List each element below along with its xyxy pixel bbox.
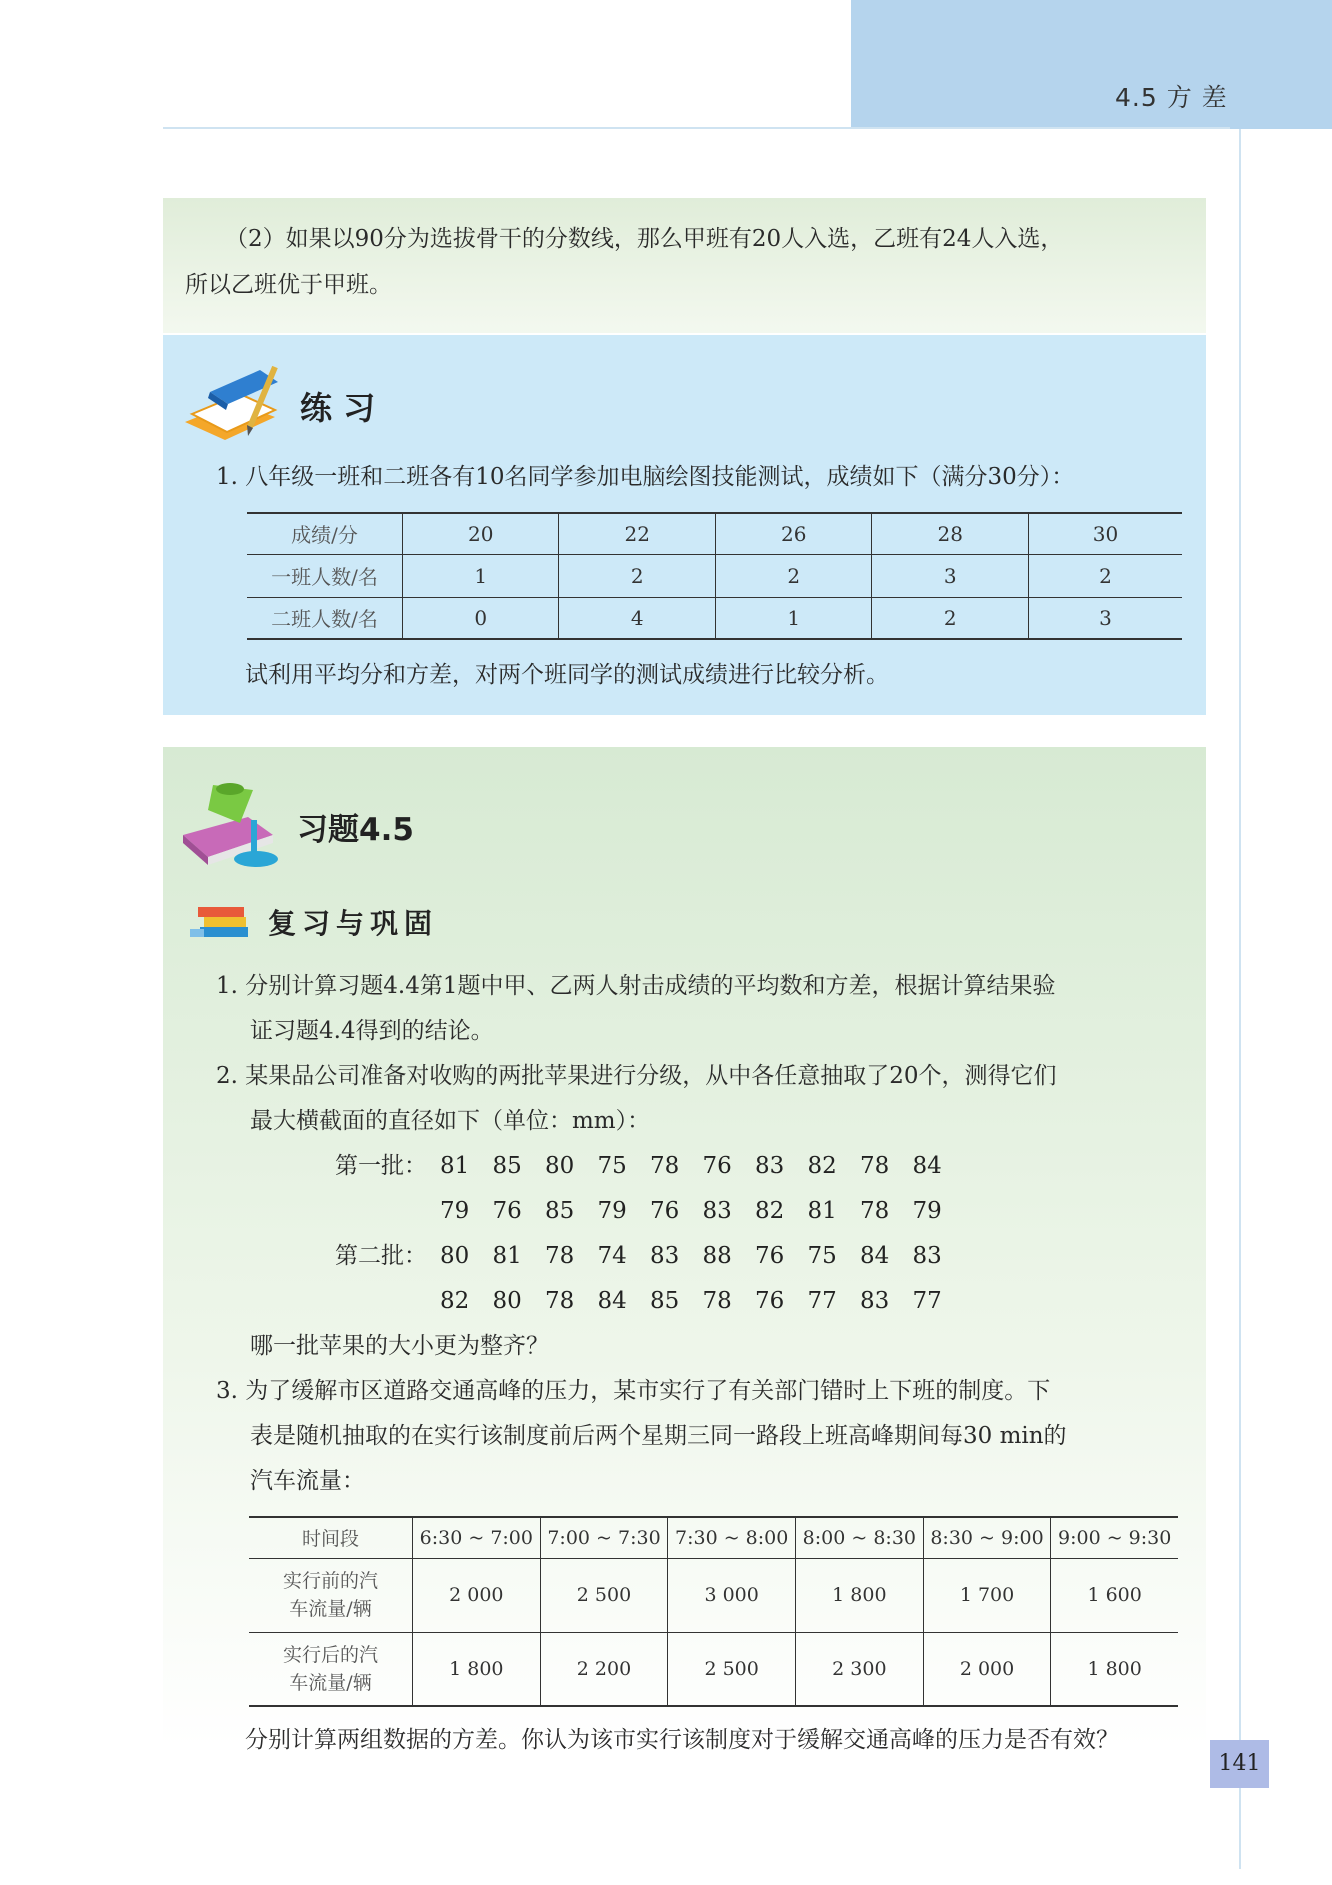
traffic-table-header: 6:30 ~ 7:00: [413, 1517, 541, 1558]
exercise-2-question: 哪一批苹果的大小更为整齐？: [250, 1333, 549, 1359]
diameter-value: 77: [807, 1288, 837, 1314]
diameter-value: 78: [545, 1288, 575, 1314]
traffic-table-header: 9:00 ~ 9:30: [1051, 1517, 1178, 1558]
exercise-3-line-2: 表是随机抽取的在实行该制度前后两个星期三同一路段上班高峰期间每30 min的: [250, 1423, 1067, 1449]
margin-rule: [1239, 129, 1241, 1869]
batch2-row-1: [440, 1243, 965, 1269]
traffic-table-cell: 2 500: [668, 1632, 796, 1706]
diameter-value: 79: [912, 1198, 942, 1224]
diameter-value: 85: [650, 1288, 680, 1314]
score-table-header: 成绩/分: [247, 513, 403, 554]
score-table-cell: 1: [715, 597, 871, 639]
diameter-value: 78: [650, 1153, 680, 1179]
score-table-cell: 2: [559, 554, 715, 597]
batch1-row-1: [440, 1153, 965, 1179]
score-table-cell: 4: [559, 597, 715, 639]
score-table-cell: 3: [872, 554, 1028, 597]
traffic-table-cell: 1 800: [413, 1632, 541, 1706]
diameter-value: 83: [702, 1198, 732, 1224]
diameter-value: 84: [860, 1243, 890, 1269]
desk-lamp-book-icon: [178, 775, 283, 875]
score-table-cell: 2: [715, 554, 871, 597]
traffic-table: [249, 1516, 1178, 1707]
diameter-value: 83: [650, 1243, 680, 1269]
diameter-value: 83: [755, 1153, 785, 1179]
practice-followup: 试利用平均分和方差，对两个班同学的测试成绩进行比较分析。: [245, 662, 889, 688]
traffic-table-cell: 2 000: [413, 1558, 541, 1632]
section-title: 4.5 方 差: [1115, 83, 1228, 112]
score-table-cell: 1: [403, 554, 559, 597]
header-rule: [163, 127, 1230, 129]
diameter-value: 85: [492, 1153, 522, 1179]
score-table-header: 20: [403, 513, 559, 554]
traffic-table-cell: 1 700: [923, 1558, 1051, 1632]
batch1-row-2: [440, 1198, 965, 1224]
books-icon: [190, 899, 260, 944]
diameter-value: 80: [492, 1288, 522, 1314]
score-table-cell: 0: [403, 597, 559, 639]
diameter-value: 79: [597, 1198, 627, 1224]
notebook-pencil-icon: [180, 362, 285, 442]
diameter-value: 74: [597, 1243, 627, 1269]
practice-title: 练 习: [300, 389, 376, 427]
score-table-cell: 2: [1028, 554, 1182, 597]
diameter-value: 75: [807, 1243, 837, 1269]
traffic-table-cell: 2 200: [540, 1632, 668, 1706]
score-table-header: 22: [559, 513, 715, 554]
page-number: 141: [1210, 1740, 1269, 1788]
traffic-table-cell: 3 000: [668, 1558, 796, 1632]
traffic-table-cell: 2 000: [923, 1632, 1051, 1706]
score-table-header: 30: [1028, 513, 1182, 554]
traffic-table-row-label: 实行前的汽 车流量/辆: [249, 1558, 413, 1632]
traffic-table-header: 8:30 ~ 9:00: [923, 1517, 1051, 1558]
diameter-value: 85: [545, 1198, 575, 1224]
score-table-header: 28: [872, 513, 1028, 554]
score-table-row-label: 一班人数/名: [247, 554, 403, 597]
diameter-value: 78: [860, 1198, 890, 1224]
exercise-2-line-2: 最大横截面的直径如下（单位：mm）：: [250, 1108, 651, 1134]
diameter-value: 81: [440, 1153, 470, 1179]
practice-question-1: 1. 八年级一班和二班各有10名同学参加电脑绘图技能测试，成绩如下（满分30分）：: [216, 464, 1075, 490]
traffic-table-row-label: 实行后的汽 车流量/辆: [249, 1632, 413, 1706]
traffic-table-cell: 1 600: [1051, 1558, 1178, 1632]
diameter-value: 83: [912, 1243, 942, 1269]
traffic-table-header: 7:00 ~ 7:30: [540, 1517, 668, 1558]
diameter-value: 77: [912, 1288, 942, 1314]
example-line-1: （2）如果以90分为选拔骨干的分数线，那么甲班有20人入选，乙班有24人入选，: [225, 226, 1064, 252]
diameter-value: 78: [545, 1243, 575, 1269]
diameter-value: 88: [702, 1243, 732, 1269]
traffic-table-cell: 2 500: [540, 1558, 668, 1632]
traffic-table-header: 7:30 ~ 8:00: [668, 1517, 796, 1558]
diameter-value: 80: [545, 1153, 575, 1179]
exercise-1-line-2: 证习题4.4得到的结论。: [250, 1018, 494, 1044]
score-table-row-label: 二班人数/名: [247, 597, 403, 639]
diameter-value: 83: [860, 1288, 890, 1314]
diameter-value: 78: [702, 1288, 732, 1314]
diameter-value: 81: [807, 1198, 837, 1224]
traffic-table-header: 时间段: [249, 1517, 413, 1558]
diameter-value: 79: [440, 1198, 470, 1224]
diameter-value: 76: [650, 1198, 680, 1224]
exercise-3-line-3: 汽车流量：: [250, 1468, 365, 1494]
diameter-value: 76: [702, 1153, 732, 1179]
diameter-value: 82: [807, 1153, 837, 1179]
traffic-table-cell: 2 300: [796, 1632, 924, 1706]
diameter-value: 78: [860, 1153, 890, 1179]
diameter-value: 82: [440, 1288, 470, 1314]
exercise-3-line-1: 3. 为了缓解市区道路交通高峰的压力，某市实行了有关部门错时上下班的制度。下: [216, 1378, 1051, 1404]
example-line-2: 所以乙班优于甲班。: [185, 272, 392, 298]
exercises-subtitle: 复习与巩固: [268, 907, 439, 940]
exercises-title: 习题4.5: [297, 812, 414, 848]
diameter-value: 75: [597, 1153, 627, 1179]
diameter-value: 84: [912, 1153, 942, 1179]
exercise-1-line-1: 1. 分别计算习题4.4第1题中甲、乙两人射击成绩的平均数和方差，根据计算结果验: [216, 973, 1056, 999]
traffic-table-cell: 1 800: [796, 1558, 924, 1632]
score-table-cell: 3: [1028, 597, 1182, 639]
score-table-header: 26: [715, 513, 871, 554]
diameter-value: 82: [755, 1198, 785, 1224]
batch2-row-2: [440, 1288, 965, 1314]
batch1-label: 第一批：: [335, 1153, 427, 1179]
diameter-value: 80: [440, 1243, 470, 1269]
diameter-value: 76: [755, 1243, 785, 1269]
traffic-table-cell: 1 800: [1051, 1632, 1178, 1706]
traffic-table-header: 8:00 ~ 8:30: [796, 1517, 924, 1558]
diameter-value: 76: [755, 1288, 785, 1314]
score-table: [247, 512, 1182, 640]
diameter-value: 76: [492, 1198, 522, 1224]
exercise-2-line-1: 2. 某果品公司准备对收购的两批苹果进行分级，从中各任意抽取了20个，测得它们: [216, 1063, 1057, 1089]
diameter-value: 84: [597, 1288, 627, 1314]
exercise-3-question: 分别计算两组数据的方差。你认为该市实行该制度对于缓解交通高峰的压力是否有效？: [245, 1727, 1119, 1753]
batch2-label: 第二批：: [335, 1243, 427, 1269]
header-banner: [851, 0, 1332, 129]
score-table-cell: 2: [872, 597, 1028, 639]
diameter-value: 81: [492, 1243, 522, 1269]
